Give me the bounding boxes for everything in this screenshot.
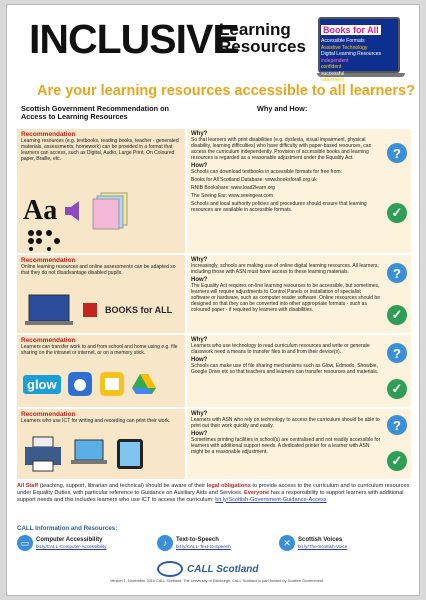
laptop-tag: Assistive Technology: [321, 44, 368, 51]
check-icon: ✓: [387, 451, 407, 471]
printer-icon: [23, 435, 63, 473]
showbie-icon: [99, 371, 125, 397]
question-icon: ?: [387, 263, 407, 283]
how-title: How?: [191, 431, 208, 437]
resource-link[interactable]: bit.ly/CALL-Text-to-Speech: [176, 544, 231, 549]
logo-text: CALL Scotland: [187, 563, 259, 575]
font-size-icon: Aa: [23, 195, 58, 226]
call-info: [17, 525, 411, 555]
flag-icon: ✕: [279, 535, 295, 551]
rec-title: Recommendation: [21, 257, 76, 264]
poster: [6, 4, 420, 596]
cloud-icon: [67, 371, 93, 397]
question-icon: ?: [387, 343, 407, 363]
laptop-screen: [318, 17, 400, 83]
legal-obligations-label: legal obligations: [206, 483, 251, 489]
responsibility-text: has a responsibility to support learners with additional support needs and this includes learners who use ICT to access the curriculum:: [17, 489, 404, 503]
how-text: The Equality Act requires on-line learning resources to be accessible, but sometimes, learners will require adjustments to Control Panels or installation of specialist software or hardware, such as computer reader software. Online resources should be designed so that they can be converted into other appropriate formats - such as coloured paper - if required by learners with disabilities.: [191, 283, 380, 313]
audio-icon: [63, 199, 85, 223]
why-text: Learners with ASN who rely on technology to access the curriculum should be able to print out their work quickly and easily.: [191, 417, 380, 429]
google-drive-icon: [131, 371, 157, 397]
book-icon: [81, 301, 99, 319]
why-text: Learners who use technology to read curriculum resources and write or generate classwork need a means to transfer files to and from their device(s).: [191, 343, 370, 355]
question-icon: ?: [387, 415, 407, 435]
check-icon: ✓: [387, 203, 407, 223]
logo-mark-icon: [157, 561, 183, 577]
braille-icon: [27, 229, 61, 251]
why-title: Why?: [191, 411, 208, 417]
rec-title: Recommendation: [21, 131, 76, 138]
row-1: [17, 129, 411, 253]
everyone-label: Everyone: [243, 489, 270, 496]
column-heading-left: Scottish Government Recommendation on Access to Learning Resources: [21, 104, 169, 122]
laptop-tag: Accessible Formats: [321, 38, 365, 44]
subtitle: Are your learning resources accessible to all learners?: [37, 83, 415, 99]
title-line2: Resources: [219, 37, 306, 57]
call-scotland-logo: [157, 561, 258, 577]
guidance-link[interactable]: bit.ly/Scottish-Government-Guidance-Access: [215, 496, 327, 503]
laptop-tag: independent: [321, 57, 349, 64]
check-icon: ✓: [387, 305, 407, 325]
check-icon: ✓: [387, 379, 407, 399]
recommendation-panel: [17, 255, 185, 333]
format-icons: [23, 191, 131, 231]
info-heading: CALL Information and Resources:: [17, 525, 118, 532]
obligation-text: (teaching, support, librarian and technical) should be aware of their: [38, 483, 207, 489]
speech-icon: ♪: [157, 535, 173, 551]
why-how-panel: [187, 409, 411, 479]
rec-text: Online learning resources and online assessments can be adapted so that they do not disadvantage disabled pupils.: [21, 264, 176, 276]
how-text: Sometimes printing facilities in school(s) are centralised and not readily accessible for learners with additional support needs. A dedicated printer for a learner with ASN might be a reasonable adjustment.: [191, 437, 381, 455]
rec-text: Learners who use ICT for writing and recording can print their work.: [21, 418, 171, 424]
how-title: How?: [191, 277, 208, 283]
resource-link[interactable]: bit.ly/The-Scottish-Voice: [298, 544, 348, 549]
rec-title: Recommendation: [21, 337, 76, 344]
books-for-all-logo: BOOKS for ALL: [105, 305, 173, 315]
staff-obligations-text: [17, 483, 411, 503]
rec-title: Recommendation: [21, 411, 76, 418]
resource-link[interactable]: Books for All Scotland Database: www.booksforall.org.uk: [191, 177, 317, 183]
all-staff-label: All Staff: [17, 483, 39, 489]
resource-computer-accessibility[interactable]: [17, 535, 106, 551]
footer-text: Version 1, November 2016 CALL Scotland, The University of Edinburgh. CALL Scotland is part funded by Scottish Government.: [109, 579, 325, 583]
resource-link[interactable]: The Seeing Ear: www.seeingear.com: [191, 193, 273, 199]
row-3: [17, 335, 411, 407]
title-line1: Learning: [219, 20, 291, 39]
tablet-icon: [115, 437, 145, 471]
recommendation-panel: [17, 129, 185, 253]
question-icon: ?: [387, 143, 407, 163]
laptop-icon: [69, 438, 109, 470]
how-title: How?: [191, 357, 208, 363]
title-main: INCLUSIVE: [29, 16, 239, 62]
glow-logo: glow: [23, 375, 61, 394]
resource-text-to-speech[interactable]: [157, 535, 231, 551]
how-text-2: Schools and local authority policies and procedures should ensure that learning resources are available in accessible formats.: [191, 201, 367, 213]
why-how-panel: [187, 335, 411, 407]
monitor-icon: ▭: [17, 535, 33, 551]
row-2: [17, 255, 411, 333]
column-heading-right: Why and How:: [257, 104, 308, 113]
row-4: [17, 409, 411, 479]
laptop-tag: attainment: [321, 77, 345, 83]
recommendation-panel: [17, 409, 185, 479]
why-how-panel: [187, 129, 411, 253]
obligation-text: to provide access to the curriculum and to curriculum resources under Equality Duties, with particular reference to Guidance on Auxiliary Aids and Services.: [17, 483, 410, 496]
paper-stack-icon: [91, 191, 131, 231]
rec-text: Learning resources (e.g. textbooks, reading books, teacher - generated materials, assessments, homework) can be provided in a format that learners can access, such as Digital, Audio, Large Print, On Coloured paper, Braille, etc.: [21, 138, 179, 162]
resource-title: Text-to-Speech: [176, 537, 219, 543]
online-icons: [23, 293, 172, 327]
resource-link[interactable]: bit.ly/CALL-Computer-Accessibility: [36, 544, 107, 549]
laptop-graphic: [317, 17, 405, 83]
resource-title: Scottish Voices: [298, 537, 343, 543]
how-title: How?: [191, 163, 208, 169]
laptop-tag: confident: [321, 64, 342, 70]
why-title: Why?: [191, 257, 208, 263]
laptop-icon: [23, 293, 75, 327]
resource-title: Computer Accessibility: [36, 537, 103, 543]
laptop-tag: Books for All: [323, 25, 379, 35]
how-text: Schools can download textbooks in accessible formats for free from:: [191, 169, 342, 175]
why-text: Increasingly, schools are making use of online digital learning resources. All learners, including those with ASN must have access to these learning materials.: [191, 263, 379, 275]
resource-scottish-voices[interactable]: [279, 535, 347, 551]
why-text: So that learners with print disabilities (e.g. dyslexia, visual impairment, physical disability, learning difficulties) who have difficulty with paper-based resources, can access the curriculum independently. Provision of accessible books and learning resources is regarded as a reasonable adjustment under the Equality Act.: [191, 137, 372, 161]
laptop-tag: Digital Learning Resources: [321, 51, 382, 57]
printing-icons: [23, 435, 145, 473]
title-sub: [219, 21, 306, 56]
recommendation-panel: [17, 335, 185, 407]
how-text: Schools can make use of file sharing mechanisms such as Glow, Edmodo, Showbie, Google Drive etc so that teachers and learners can transfer resources and materials.: [191, 363, 379, 375]
why-how-panel: [187, 255, 411, 333]
file-sharing-icons: [23, 371, 157, 397]
why-title: Why?: [191, 131, 208, 137]
rec-text: Learners can transfer work to and from school and home using e.g. file sharing on the intranet or internet, or on a memory stick.: [21, 344, 178, 356]
laptop-tag: successful: [321, 70, 345, 77]
resource-link[interactable]: RNIB Bookshare: www.load2learn.org: [191, 185, 275, 191]
why-title: Why?: [191, 337, 208, 343]
